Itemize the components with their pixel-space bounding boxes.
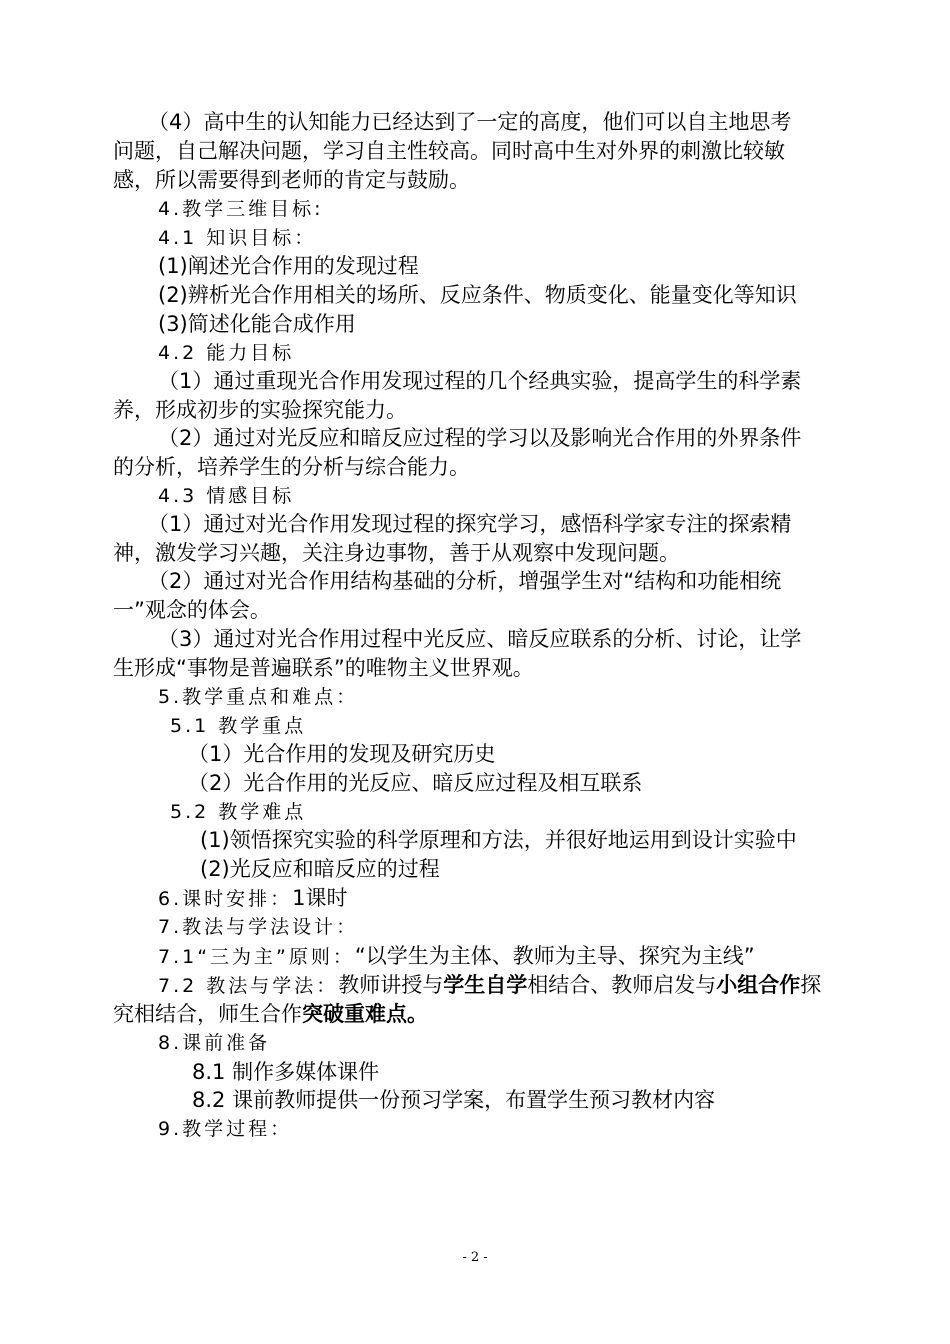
paragraph-text: 究相结合，师生合作 [113, 1002, 302, 1026]
paragraph-line: 生形成“事物是普遍联系”的唯物主义世界观。 [113, 656, 534, 680]
subsection-heading: 4.1 知识目标： [158, 227, 317, 249]
paragraph-line: （2）通过对光反应和暗反应过程的学习以及影响光合作用的外界条件 [158, 426, 802, 450]
paragraph-text: 教师讲授与 [338, 973, 444, 997]
section-heading: 7.教法与学法设计： [158, 916, 359, 938]
list-item: (1)阐述光合作用的发现过程 [158, 254, 419, 278]
paragraph-line: （1）通过对光合作用发现过程的探究学习，感悟科学家专注的探索精 [148, 512, 792, 536]
list-item: (2)光反应和暗反应的过程 [200, 857, 440, 881]
paragraph-text: 相结合、教师启发与 [527, 973, 717, 997]
subsection-heading: 5.2 教学难点 [170, 801, 307, 823]
subsection-heading: 4.3 情感目标 [158, 485, 295, 507]
paragraph-line [113, 1000, 843, 1029]
paragraph-line: 问题，自己解决问题，学习自主性较高。同时高中生对外界的刺激比较敏 [113, 139, 785, 163]
duration-text: 1课时 [292, 886, 348, 910]
paragraph-line: 养，形成初步的实验探究能力。 [113, 398, 407, 422]
paragraph-line: （4）高中生的认知能力已经达到了一定的高度，他们可以自主地思考 [148, 110, 792, 134]
subsection-heading: 4.2 能力目标 [158, 342, 295, 364]
section-heading: 9.教学过程： [158, 1118, 293, 1140]
paragraph-line: 感，所以需要得到老师的肯定与鼓励。 [113, 168, 470, 192]
paragraph-text: 探 [800, 973, 822, 997]
paragraph-line: （3）通过对光合作用过程中光反应、暗反应联系的分析、讨论，让学 [158, 627, 802, 651]
paragraph-line: 神，激发学习兴趣，关注身边事物，善于从观察中发现问题。 [113, 541, 680, 565]
paragraph-line: （1）通过重现光合作用发现过程的几个经典实验，提高学生的科学素 [158, 369, 802, 393]
subsection-line [158, 942, 888, 971]
bold-text: 小组合作 [716, 973, 801, 997]
list-item: （2）光合作用的光反应、暗反应过程及相互联系 [188, 771, 643, 795]
section-heading: 8.课前准备 [158, 1032, 271, 1054]
list-item: (2)辨析光合作用相关的场所、反应条件、物质变化、能量变化等知识 [158, 283, 797, 307]
list-item: (1)领悟探究实验的科学原理和方法，并很好地运用到设计实验中 [200, 828, 797, 852]
section-heading: 4.教学三维目标: [158, 198, 324, 220]
list-item: 8.2 课前教师提供一份预习学案，布置学生预习教材内容 [192, 1088, 716, 1112]
paragraph-line: 的分析，培养学生的分析与综合能力。 [113, 455, 470, 479]
subsection-heading: 5.1 教学重点 [170, 715, 307, 737]
section-heading: 5.教学重点和难点： [158, 686, 359, 708]
section-line [158, 884, 888, 913]
subsection-heading: 7.1“三为主”原则： [158, 946, 355, 968]
bold-text: 突破重难点。 [302, 1002, 428, 1026]
subsection-line [158, 971, 888, 1000]
list-item: (3)简述化能合成作用 [158, 312, 356, 336]
page-number: - 2 - [462, 1250, 488, 1265]
subsection-heading: 7.2 教法与学法： [158, 975, 339, 997]
paragraph-line: （2）通过对光合作用结构基础的分析，增强学生对“结构和功能相统 [148, 569, 782, 593]
principle-text: “以学生为主体、教师为主导、探究为主线” [354, 944, 755, 968]
list-item: 8.1 制作多媒体课件 [192, 1060, 380, 1084]
paragraph-line: 一”观念的体会。 [113, 598, 271, 622]
section-heading: 6.课时安排： [158, 888, 293, 910]
bold-text: 学生自学 [443, 973, 528, 997]
list-item: （1）光合作用的发现及研究历史 [188, 742, 496, 766]
